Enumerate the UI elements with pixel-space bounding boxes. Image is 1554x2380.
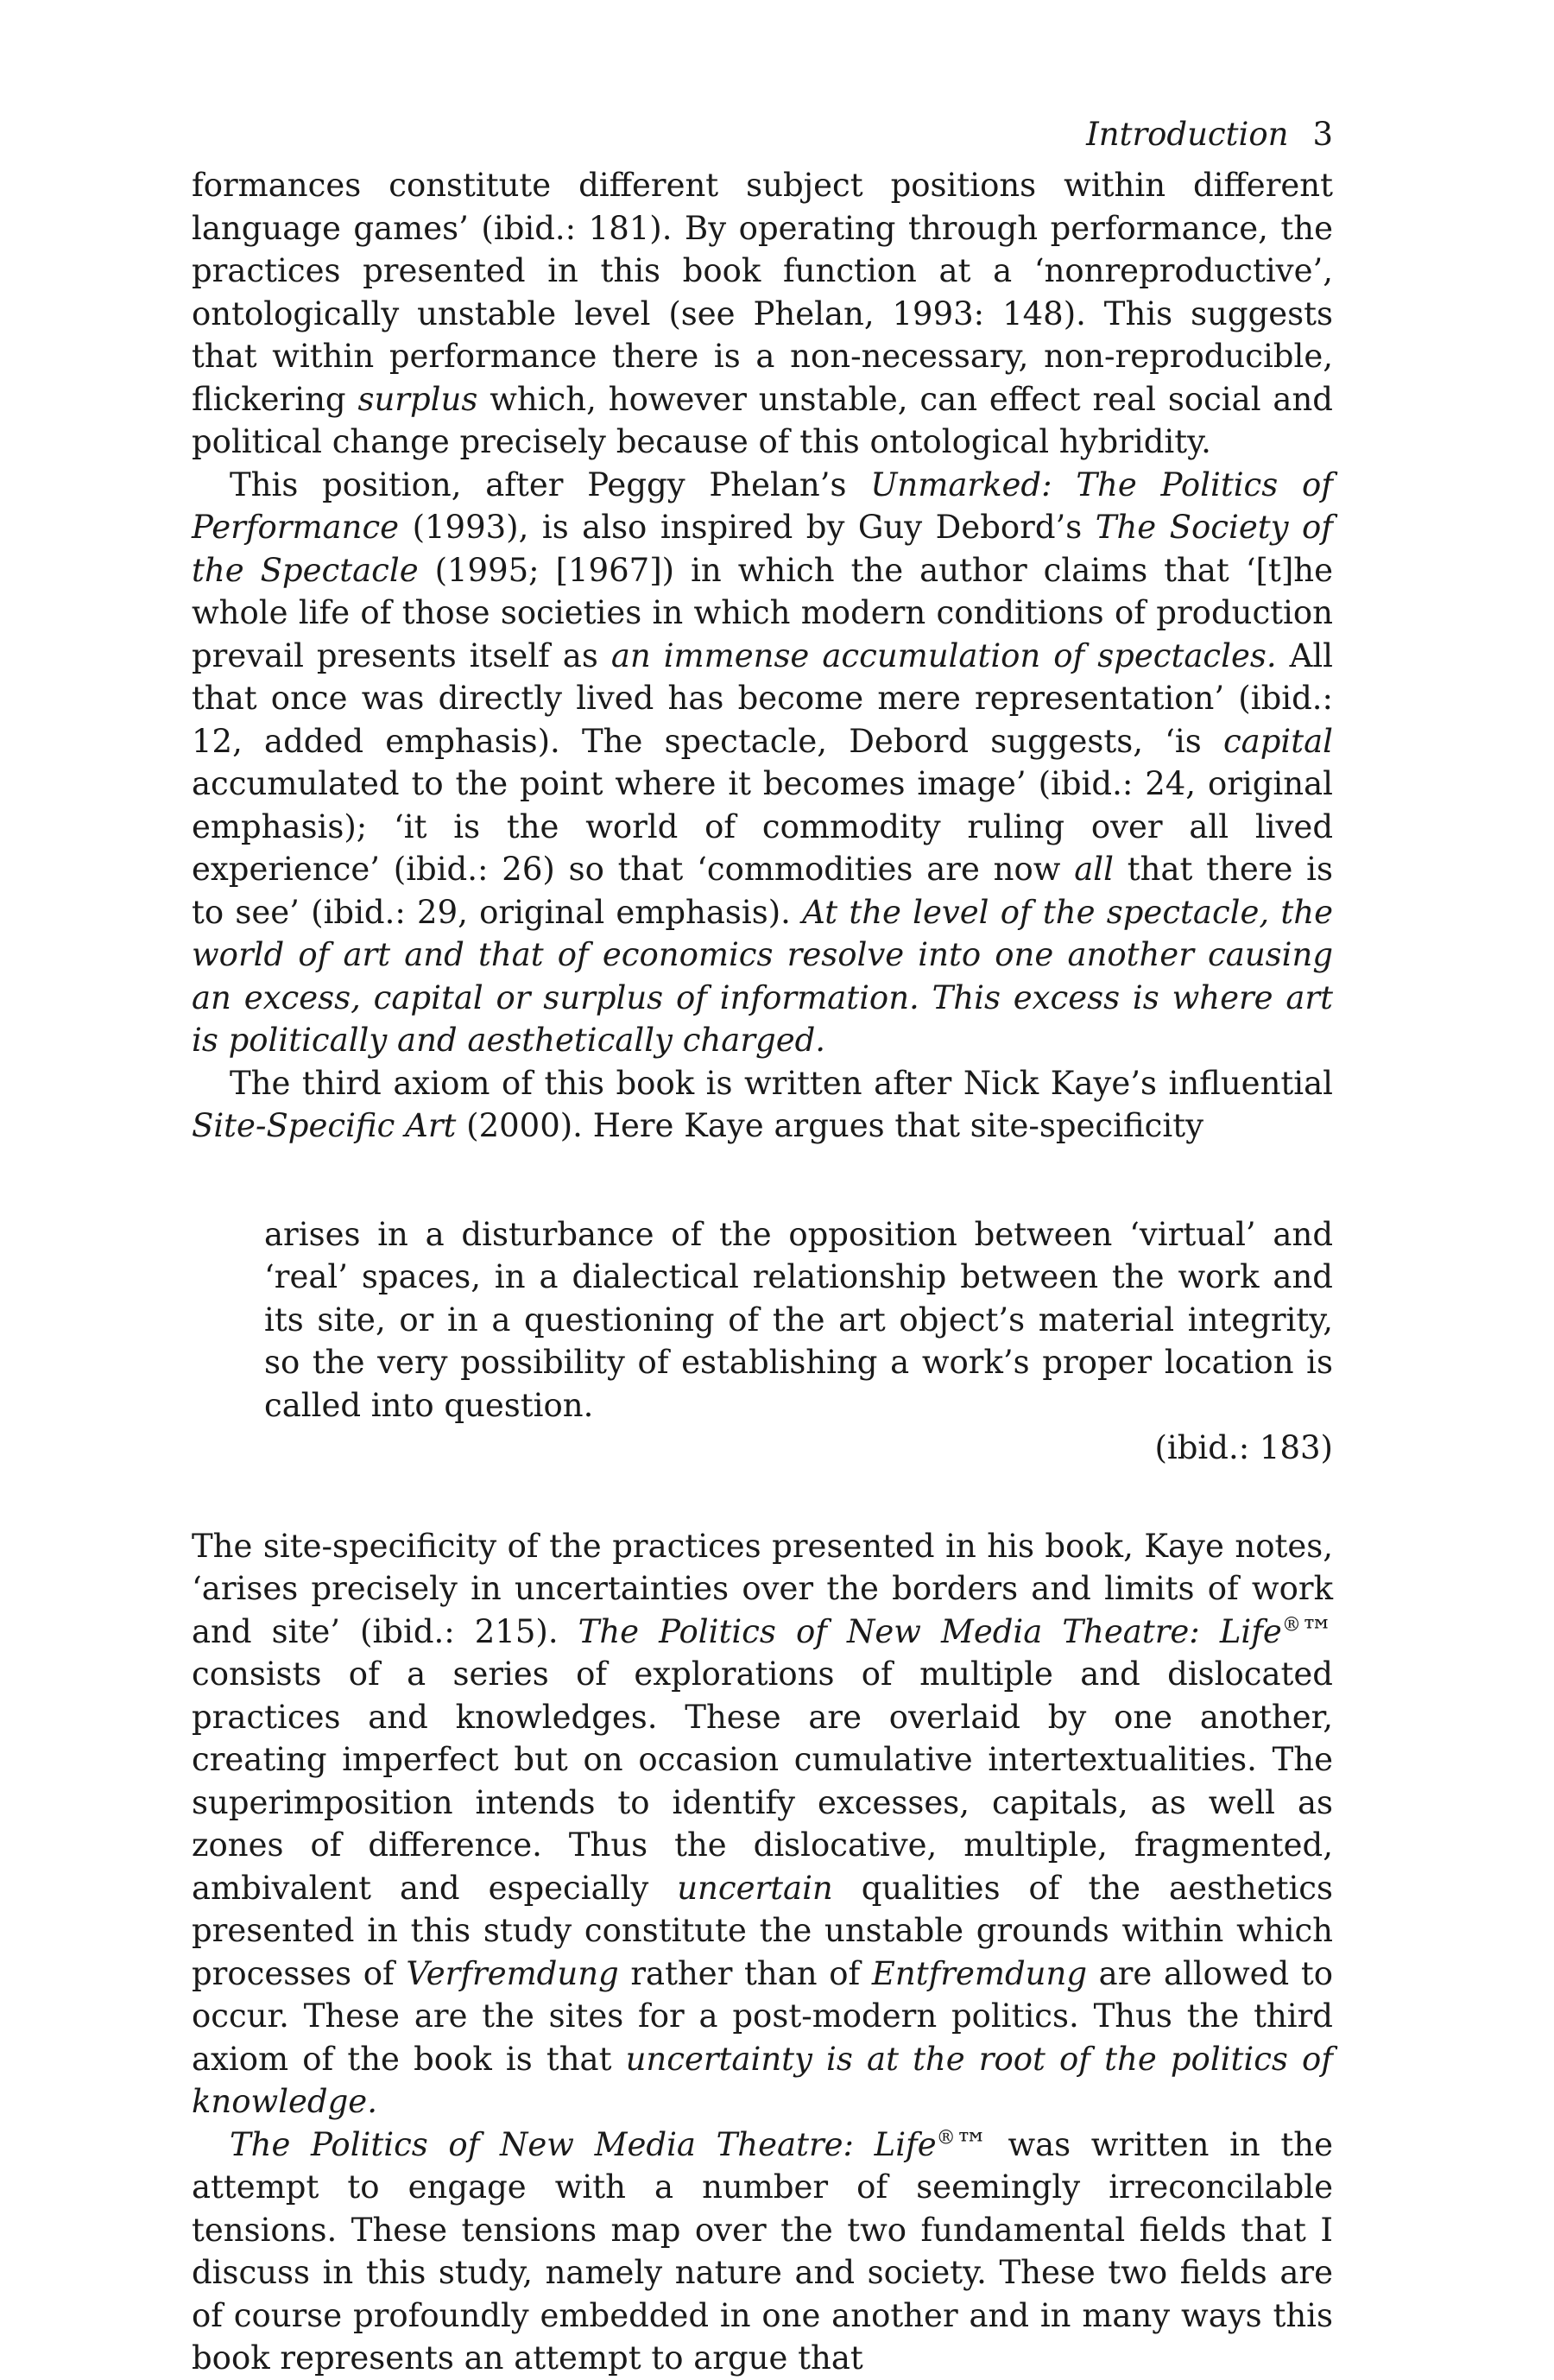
emphasis: all — [1074, 851, 1114, 888]
emphasis: uncertain — [677, 1869, 833, 1907]
emphasis: capital — [1222, 722, 1333, 760]
text-run: The third axiom of this book is written after Nick Kaye’s influential — [230, 1064, 1333, 1102]
emphasis: Entfremdung — [871, 1954, 1088, 1992]
paragraph-2 — [192, 464, 1333, 1062]
text-run: which, however unstable, can effect real social and political change precisely because of this ontological hybridity. — [192, 380, 1333, 460]
block-quote — [264, 1213, 1333, 1470]
paragraph-5 — [192, 2124, 1333, 2380]
paragraph-1 — [192, 164, 1333, 464]
emphasis: surplus — [357, 380, 478, 418]
text-run: The site-specificity of the practices presented in his book, Kaye notes, ‘arises precisely in uncertainties over the borders and limits of work and site’ (ibid.: 215). — [192, 1527, 1333, 1650]
text-run: are allowed to occur. These are the sites for a post-modern politics. Thus the third axiom of the book is that — [192, 1954, 1334, 2078]
book-page — [192, 112, 1333, 2380]
running-head — [192, 112, 1333, 157]
emphasis: uncertainty is at the root of the politics of knowledge. — [192, 2040, 1334, 2120]
text-run: was written in the attempt to engage with a number of seemingly irreconcilable tensions. These tensions map over the two fundamental fields that I discuss in this study, namely nature and society. These two fields are of course profoundly embedded in one another and in many ways this book represents an attempt to argue that — [192, 2125, 1333, 2377]
emphasis: an immense accumulation of spectacles. — [610, 636, 1277, 674]
quote-citation: (ibid.: 183) — [1154, 1429, 1333, 1466]
registered-mark: ® — [1281, 1613, 1302, 1636]
text-run: (1995; [1967]) in which the author claims that ‘[t]he whole life of those societies in which modern conditions of production prevail presents itself as — [192, 551, 1333, 674]
book-title: The Politics of New Media Theatre: Life — [230, 2125, 937, 2163]
text-run: formances constitute different subject positions within different language games’ (ibid.: 181). By operating through performance, the practices presented in this book function at a ‘nonreproductive’, ontologically unstable level (see Phelan, 1993: 148). This suggests that within performance there is a non-necessary, non-reproducible, flickering — [192, 167, 1333, 418]
emphasis: Verfremdung — [406, 1954, 619, 1992]
quote-text: arises in a disturbance of the opposition between ‘virtual’ and ‘real’ spaces, in a dialectical relationship between the work and its site, or in a questioning of the art object’s material integrity, so the very possibility of establishing a work’s proper location is called into question. — [264, 1215, 1333, 1424]
emphasis: At the level of the spectacle, the world of art and that of economics resolve into one another causing an excess, capital or surplus of information. This excess is where art is politically and aesthetically charged. — [192, 893, 1333, 1059]
paragraph-4 — [192, 1525, 1333, 2124]
book-title: The Politics of New Media Theatre: Life — [578, 1612, 1282, 1650]
text-run: (2000). Here Kaye argues that site-specificity — [456, 1107, 1203, 1144]
text-run: (1993), is also inspired by Guy Debord’s — [399, 509, 1096, 546]
text-run: All that once was directly lived has become mere representation’ (ibid.: 12, added emphasis). The spectacle, Debord suggests, ‘is — [192, 636, 1333, 760]
text-run: consists of a series of explorations of multiple and dislocated practices and knowledges. These are overlaid by one another, creating imperfect but on occasion cumulative intertextualities. The superimposition intends to identify excesses, capitals, as well as zones of difference. Thus the dislocative, multiple, fragmented, ambivalent and especially — [192, 1655, 1333, 1907]
paragraph-3 — [192, 1062, 1333, 1148]
text-run: that there is to see’ (ibid.: 29, original emphasis). — [192, 851, 1333, 931]
text-run: accumulated to the point where it becomes image’ (ibid.: 24, original emphasis); ‘it is the world of commodity ruling over all lived experience’ (ibid.: 26) so that ‘commodities are now — [192, 765, 1333, 888]
trademark-mark: ™ — [955, 2125, 988, 2163]
text-run: rather than of — [618, 1954, 872, 1992]
chapter-title: Introduction — [1086, 116, 1289, 153]
text-run: This position, after Peggy Phelan’s — [230, 465, 871, 503]
text-run: qualities of the aesthetics presented in this study constitute the unstable grounds within which processes of — [192, 1869, 1334, 1992]
book-title: Unmarked: The Politics of Performance — [192, 465, 1333, 546]
page-number: 3 — [1312, 116, 1333, 153]
book-title: Site-Specific Art — [192, 1107, 457, 1144]
registered-mark: ® — [936, 2126, 956, 2149]
trademark-mark: ™ — [1301, 1612, 1334, 1650]
book-title: The Society of the Spectacle — [192, 509, 1333, 589]
